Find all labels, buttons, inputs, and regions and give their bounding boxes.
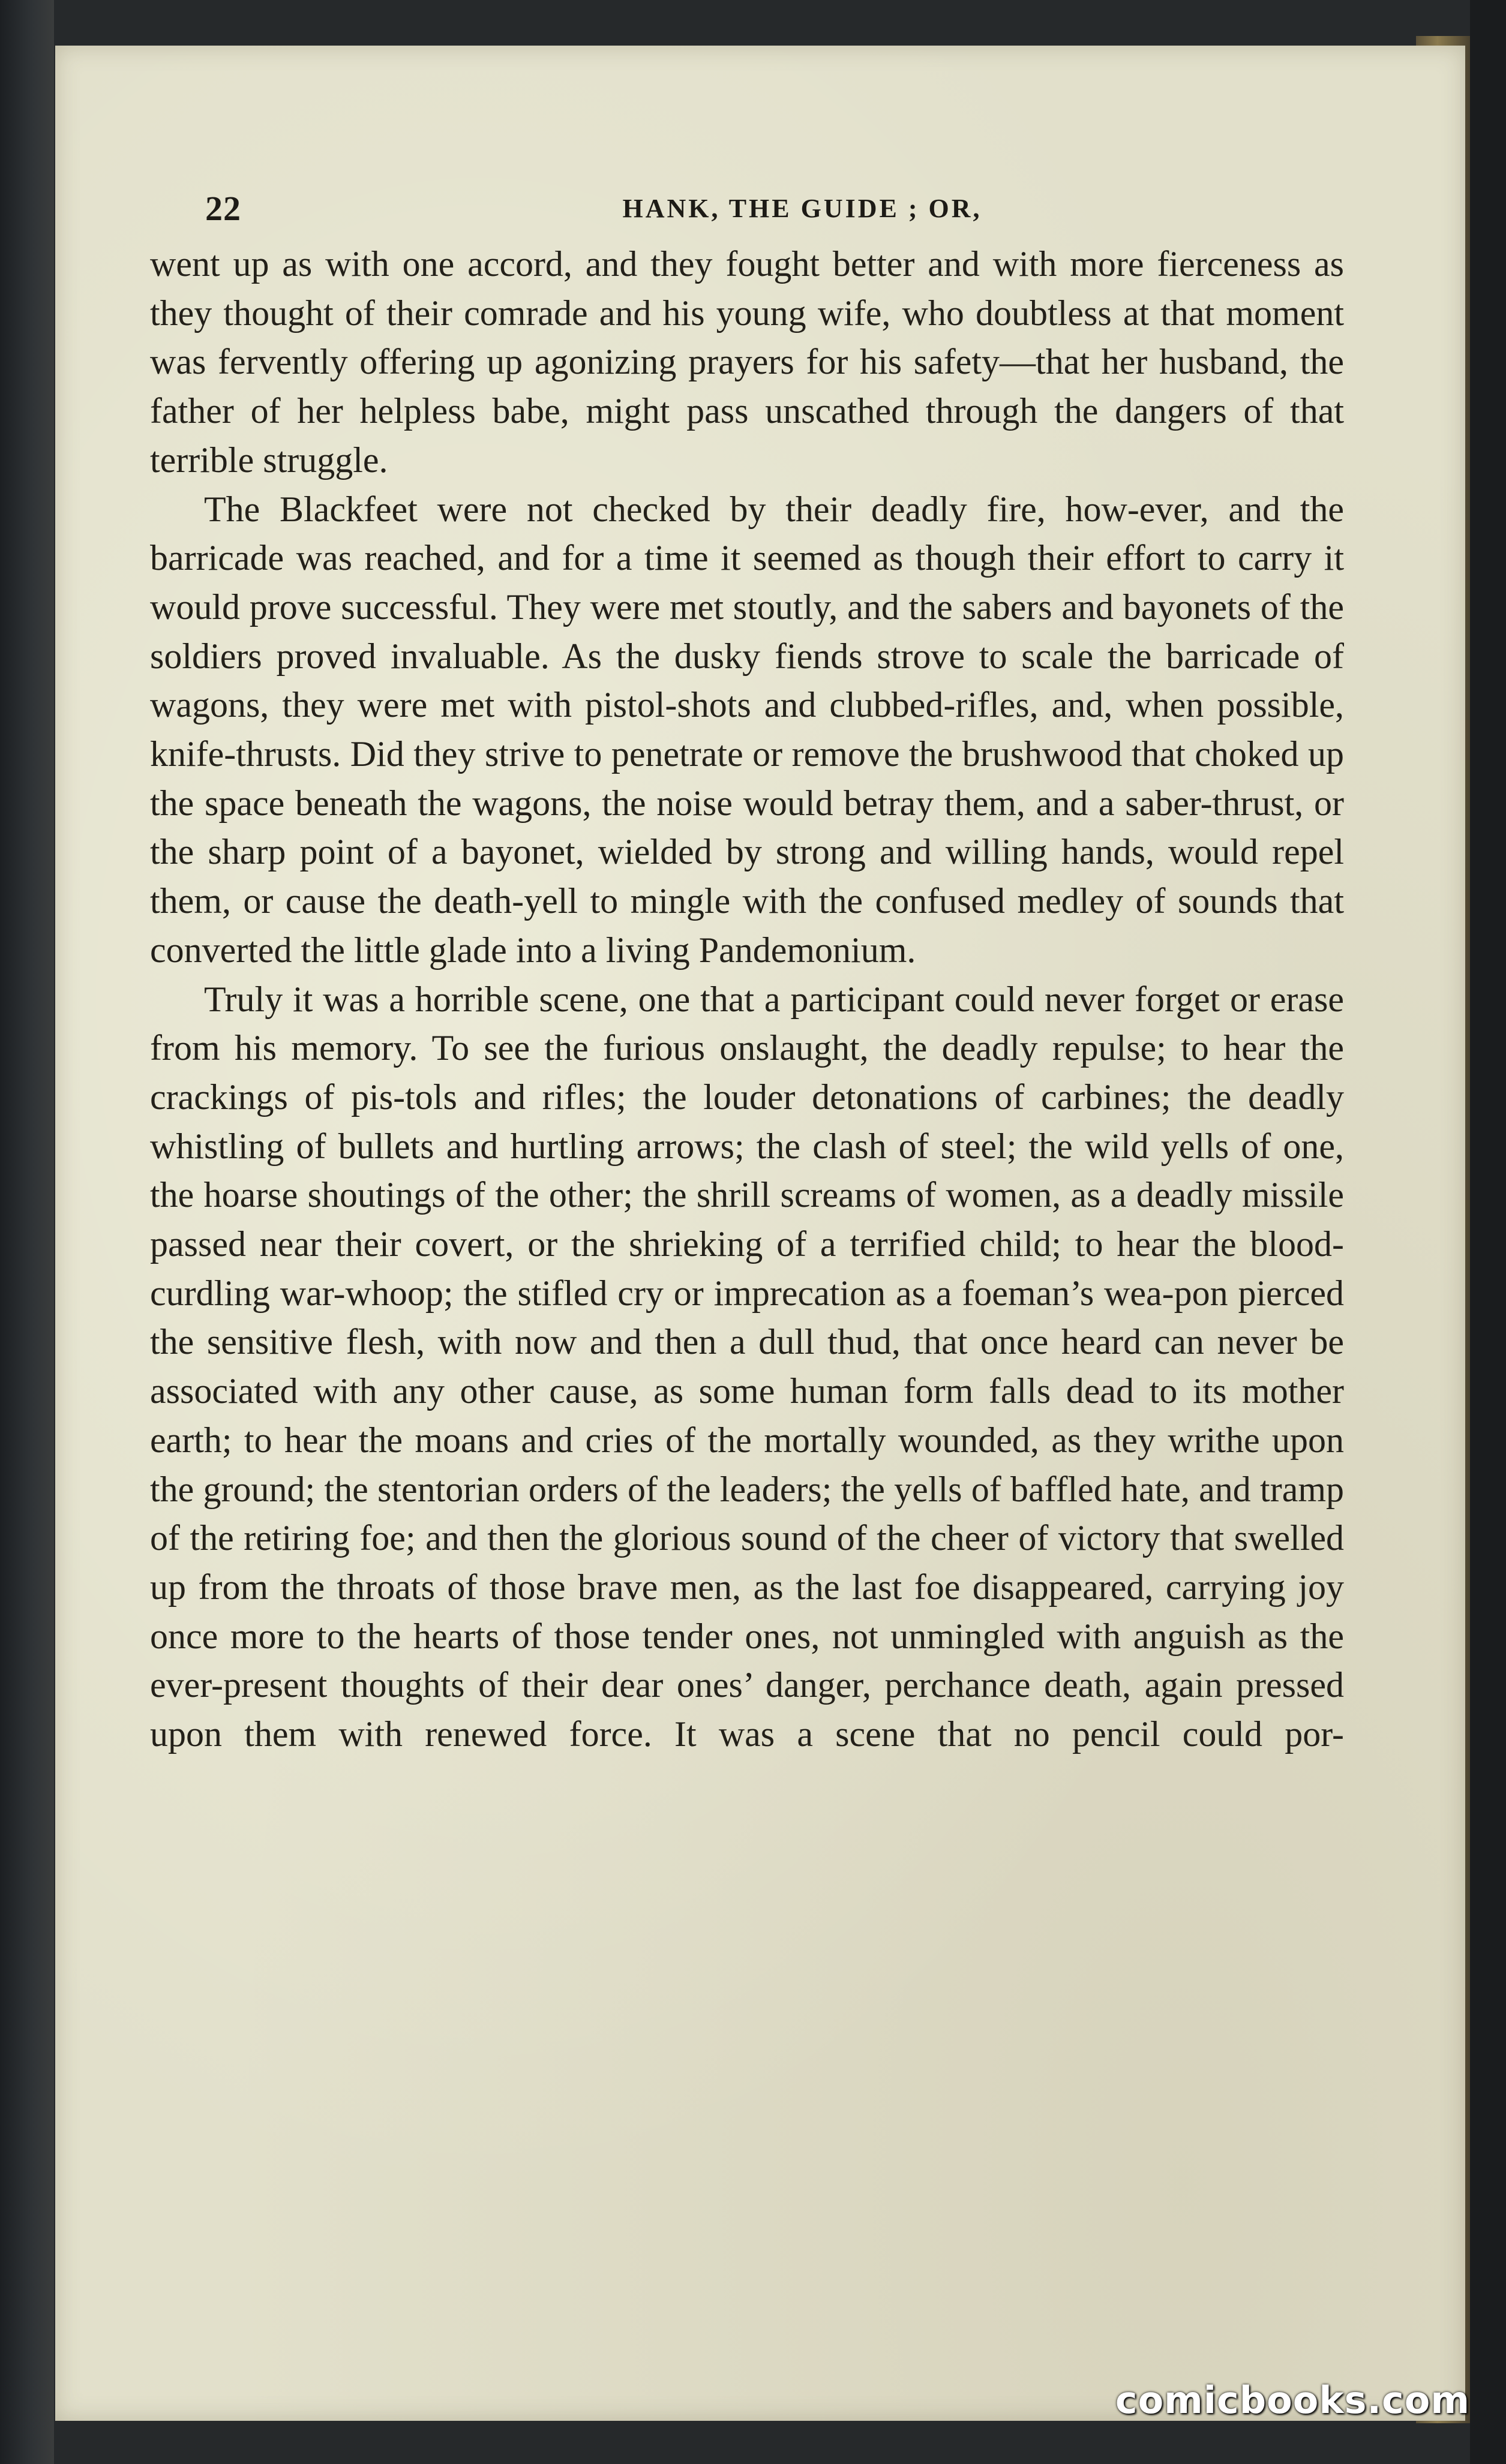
- book-spine-right: [1470, 0, 1506, 2464]
- page-number: 22: [205, 189, 241, 228]
- paragraph-3: Truly it was a horrible scene, one that a participant could never forget or erase from his memory. To see the furious onslaught, the deadly repulse; to hear the crackings of pis-tols and rifles; the louder detonations of carbines; the deadly whistling of bullets and hurtling arrows; the clash of steel; the wild yells of one, the hoarse shoutings of the other; the shrill screams of women, as a deadly missile passed near their covert, or the shrieking of a terrified child; to hear the blood-curdling war-whoop; the stifled cry or imprecation as a foeman’s wea-pon pierced the sensitive flesh, with now and then a dull thud, that once heard can never be associated with any other cause, as some human form falls dead to its mother earth; to hear the moans and cries of the mortally wounded, as they writhe upon the ground; the stentorian orders of the leaders; the yells of baffled hate, and tramp of the retiring foe; and then the glorious sound of the cheer of victory that swelled up from the throats of those brave men, as the last foe disappeared, carrying joy once more to the hearts of those tender ones, not unmingled with anguish as the ever-present thoughts of their dear ones’ danger, perchance death, again pressed upon them with renewed force. It was a scene that no pencil could por-: [150, 979, 1344, 1754]
- body-text: [150, 240, 1344, 1759]
- book-spine-left: [0, 0, 54, 2464]
- watermark-logo: comicbooks.com: [1115, 2378, 1470, 2422]
- paragraph-1: went up as with one accord, and they fought better and with more fierceness as they thought of their comrade and his young wife, who doubtless at that moment was fervently offering up agonizing prayers for his safety—that her husband, the father of her helpless babe, might pass unscathed through the dangers of that terrible struggle.: [150, 244, 1344, 480]
- paragraph-2: The Blackfeet were not checked by their deadly fire, how-ever, and the barricade was reached, and for a time it seemed as though their effort to carry it would prove successful. They were met stoutly, and the sabers and bayonets of the soldiers proved invaluable. As the dusky fiends strove to scale the barricade of wagons, they were met with pistol-shots and clubbed-rifles, and, when possible, knife-thrusts. Did they strive to penetrate or remove the brushwood that choked up the space beneath the wagons, the noise would betray them, and a saber-thrust, or the sharp point of a bayonet, wielded by strong and willing hands, would repel them, or cause the death-yell to mingle with the confused medley of sounds that converted the little glade into a living Pandemonium.: [150, 489, 1344, 970]
- page-header: [205, 188, 1399, 242]
- running-head: HANK, THE GUIDE ; OR,: [622, 194, 982, 223]
